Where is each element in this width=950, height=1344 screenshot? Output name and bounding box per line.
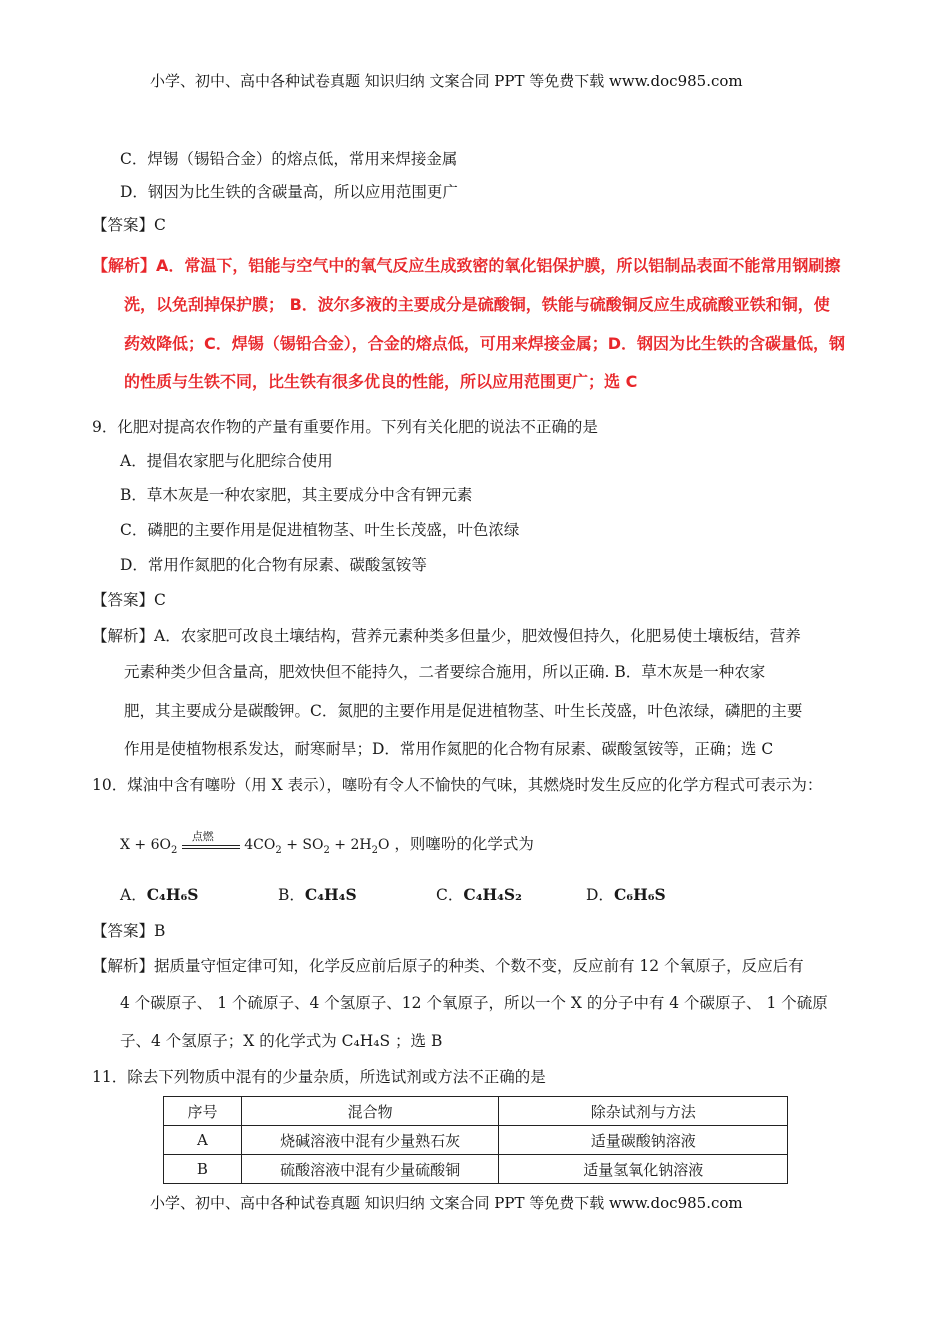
q10-option-c: C．C₄H₄S₂ [436, 885, 522, 904]
q9-option-a: A．提倡农家肥与化肥综合使用 [120, 452, 333, 470]
q9-option-d: D．常用作氮肥的化合物有尿素、碳酸氢铵等 [120, 556, 427, 574]
q9-analysis-line: 作用是使植物根系发达，耐寒耐旱；D．常用作氮肥的化合物有尿素、碳酸氢铵等，正确；选 C [124, 740, 774, 758]
q10-option-b: B．C₄H₄S [278, 885, 357, 904]
table-header-cell: 除杂试剂与方法 [499, 1097, 788, 1126]
q8-analysis-line: 洗，以免刮掉保护膜； B．波尔多液的主要成分是硫酸铜，铁能与硫酸铜反应生成硫酸亚铁和铜，使 [124, 295, 830, 314]
q10-analysis-line: 【解析】据质量守恒定律可知，化学反应前后原子的种类、个数不变，反应前有 12 个氧原子，反应后有 [92, 957, 804, 975]
q8-analysis-line: 药效降低；C．焊锡（锡铅合金），合金的熔点低，可用来焊接金属；D．钢因为比生铁的含碳量低，钢 [124, 334, 846, 353]
q10-equation: $X + 6O_2$ 点燃 $4CO_2 + SO_2 + 2H_2O$ ，则噻吩的化学式为 [120, 830, 534, 856]
table-header-cell: 混合物 [241, 1097, 499, 1126]
table-cell: 烧碱溶液中混有少量熟石灰 [241, 1126, 499, 1155]
table-header-cell: 序号 [164, 1097, 242, 1126]
q9-analysis-line: 元素种类少但含量高，肥效快但不能持久，二者要综合施用，所以正确. B．草木灰是一种农家 [124, 663, 766, 681]
q9-analysis-line: 肥，其主要成分是碳酸钾。C．氮肥的主要作用是促进植物茎、叶生长茂盛，叶色浓绿，磷肥的主要 [124, 702, 803, 720]
q10-analysis-line: 子、4 个氢原子；X 的化学式为 C₄H₄S ；选 B [120, 1032, 443, 1050]
table-cell: A [164, 1126, 242, 1155]
q11-stem: 11．除去下列物质中混有的少量杂质，所选试剂或方法不正确的是 [92, 1068, 546, 1086]
q9-option-c: C．磷肥的主要作用是促进植物茎、叶生长茂盛，叶色浓绿 [120, 521, 520, 539]
q9-analysis-line: 【解析】A．农家肥可改良土壤结构，营养元素种类多但量少，肥效慢但持久，化肥易使土壤板结，营养 [92, 627, 801, 645]
reaction-arrow [182, 830, 240, 856]
impurity-table [163, 1096, 788, 1184]
q10-analysis-line: 4 个碳原子、 1 个硫原子、4 个氢原子、12 个氧原子，所以一个 X 的分子中有 4 个碳原子、 1 个硫原 [120, 994, 828, 1012]
table-cell: B [164, 1155, 242, 1184]
q8-analysis-line: 【解析】A．常温下，铝能与空气中的氧气反应生成致密的氧化铝保护膜，所以铝制品表面不能常用钢刷擦 [92, 256, 841, 275]
q9-stem: 9．化肥对提高农作物的产量有重要作用。下列有关化肥的说法不正确的是 [92, 418, 598, 436]
table-row [164, 1155, 788, 1184]
table-cell: 适量氢氧化钠溶液 [499, 1155, 788, 1184]
q8-option-c: C．焊锡（锡铅合金）的熔点低，常用来焊接金属 [120, 150, 458, 168]
q8-analysis-line: 的性质与生铁不同，比生铁有很多优良的性能，所以应用范围更广；选 C [124, 372, 638, 391]
q8-option-d: D．钢因为比生铁的含碳量高，所以应用范围更广 [120, 183, 458, 201]
q9-answer: 【答案】C [92, 591, 166, 609]
table-header-row [164, 1097, 788, 1126]
table-cell: 适量碳酸钠溶液 [499, 1126, 788, 1155]
q9-option-b: B．草木灰是一种农家肥，其主要成分中含有钾元素 [120, 486, 473, 504]
page-header: 小学、初中、高中各种试卷真题 知识归纳 文案合同 PPT 等免费下载 www.doc985.com [150, 72, 743, 90]
q8-answer: 【答案】C [92, 216, 166, 234]
page-footer: 小学、初中、高中各种试卷真题 知识归纳 文案合同 PPT 等免费下载 www.doc985.com [150, 1194, 743, 1212]
table-row [164, 1126, 788, 1155]
q10-answer: 【答案】B [92, 922, 166, 940]
q10-option-d: D．C₆H₆S [586, 885, 666, 904]
q10-option-a: A．C₄H₆S [120, 885, 199, 904]
q10-stem: 10．煤油中含有噻吩（用 X 表示），噻吩有令人不愉快的气味，其燃烧时发生反应的化学方程式可表示为： [92, 776, 823, 794]
reaction-condition: 点燃 [191, 830, 214, 843]
table-cell: 硫酸溶液中混有少量硫酸铜 [241, 1155, 499, 1184]
